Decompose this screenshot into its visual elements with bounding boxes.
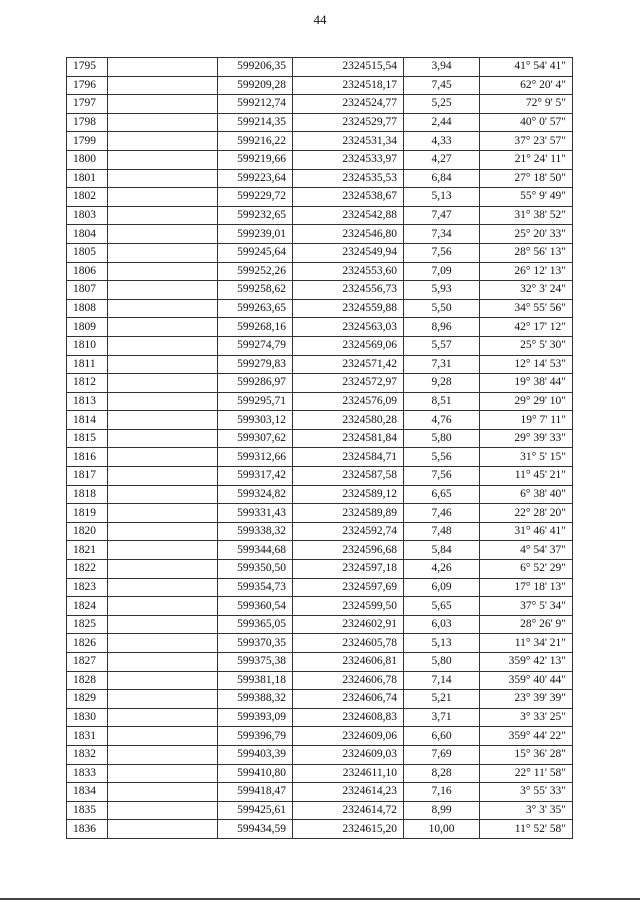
direction-angle: 41° 54' 41" (480, 58, 573, 77)
table-row (67, 188, 573, 207)
y-coordinate: 2324549,94 (293, 243, 404, 262)
direction-angle: 29° 39' 33" (480, 429, 573, 448)
blank-cell (108, 560, 218, 579)
x-coordinate: 599239,01 (218, 225, 293, 244)
direction-angle: 15° 36' 28" (480, 745, 573, 764)
point-number: 1813 (67, 392, 108, 411)
segment-length: 7,45 (404, 76, 480, 95)
table-row (67, 58, 573, 77)
y-coordinate: 2324602,91 (293, 615, 404, 634)
segment-length: 5,80 (404, 653, 480, 672)
x-coordinate: 599209,28 (218, 76, 293, 95)
table-row (67, 634, 573, 653)
direction-angle: 26° 12' 13" (480, 262, 573, 281)
point-number: 1816 (67, 448, 108, 467)
direction-angle: 37° 23' 57" (480, 132, 573, 151)
direction-angle: 6° 52' 29" (480, 560, 573, 579)
x-coordinate: 599403,39 (218, 745, 293, 764)
x-coordinate: 599360,54 (218, 597, 293, 616)
y-coordinate: 2324589,12 (293, 485, 404, 504)
y-coordinate: 2324535,53 (293, 169, 404, 188)
y-coordinate: 2324542,88 (293, 206, 404, 225)
table-row (67, 318, 573, 337)
blank-cell (108, 374, 218, 393)
blank-cell (108, 318, 218, 337)
direction-angle: 27° 18' 50" (480, 169, 573, 188)
direction-angle: 17° 18' 13" (480, 578, 573, 597)
direction-angle: 62° 20' 4" (480, 76, 573, 95)
x-coordinate: 599434,59 (218, 820, 293, 839)
y-coordinate: 2324609,06 (293, 727, 404, 746)
y-coordinate: 2324597,69 (293, 578, 404, 597)
table-row (67, 504, 573, 523)
y-coordinate: 2324597,18 (293, 560, 404, 579)
table-row (67, 560, 573, 579)
segment-length: 4,26 (404, 560, 480, 579)
y-coordinate: 2324606,74 (293, 690, 404, 709)
blank-cell (108, 485, 218, 504)
x-coordinate: 599274,79 (218, 336, 293, 355)
table-row (67, 467, 573, 486)
y-coordinate: 2324609,03 (293, 745, 404, 764)
segment-length: 7,31 (404, 355, 480, 374)
table-row (67, 727, 573, 746)
coordinates-table (66, 57, 573, 839)
x-coordinate: 599223,64 (218, 169, 293, 188)
segment-length: 9,28 (404, 374, 480, 393)
blank-cell (108, 764, 218, 783)
direction-angle: 11° 52' 58" (480, 820, 573, 839)
blank-cell (108, 745, 218, 764)
point-number: 1799 (67, 132, 108, 151)
y-coordinate: 2324533,97 (293, 150, 404, 169)
segment-length: 7,56 (404, 243, 480, 262)
blank-cell (108, 690, 218, 709)
blank-cell (108, 615, 218, 634)
y-coordinate: 2324605,78 (293, 634, 404, 653)
blank-cell (108, 541, 218, 560)
blank-cell (108, 95, 218, 114)
table-row (67, 95, 573, 114)
x-coordinate: 599365,05 (218, 615, 293, 634)
table-row (67, 243, 573, 262)
table-row (67, 299, 573, 318)
segment-length: 5,21 (404, 690, 480, 709)
segment-length: 5,84 (404, 541, 480, 560)
direction-angle: 11° 45' 21" (480, 467, 573, 486)
direction-angle: 37° 5' 34" (480, 597, 573, 616)
point-number: 1826 (67, 634, 108, 653)
segment-length: 5,93 (404, 281, 480, 300)
y-coordinate: 2324581,84 (293, 429, 404, 448)
segment-length: 8,96 (404, 318, 480, 337)
direction-angle: 23° 39' 39" (480, 690, 573, 709)
x-coordinate: 599354,73 (218, 578, 293, 597)
point-number: 1828 (67, 671, 108, 690)
segment-length: 7,47 (404, 206, 480, 225)
x-coordinate: 599232,65 (218, 206, 293, 225)
x-coordinate: 599214,35 (218, 113, 293, 132)
point-number: 1829 (67, 690, 108, 709)
segment-length: 7,09 (404, 262, 480, 281)
table-row (67, 541, 573, 560)
direction-angle: 3° 3' 35" (480, 801, 573, 820)
table-row (67, 448, 573, 467)
direction-angle: 3° 55' 33" (480, 783, 573, 802)
y-coordinate: 2324606,81 (293, 653, 404, 672)
y-coordinate: 2324531,34 (293, 132, 404, 151)
direction-angle: 359° 44' 22" (480, 727, 573, 746)
table-row (67, 745, 573, 764)
y-coordinate: 2324576,09 (293, 392, 404, 411)
table-row (67, 764, 573, 783)
segment-length: 4,76 (404, 411, 480, 430)
page-number: 44 (313, 12, 327, 27)
blank-cell (108, 708, 218, 727)
segment-length: 5,13 (404, 634, 480, 653)
x-coordinate: 599206,35 (218, 58, 293, 77)
y-coordinate: 2324580,28 (293, 411, 404, 430)
segment-length: 7,48 (404, 522, 480, 541)
x-coordinate: 599286,97 (218, 374, 293, 393)
y-coordinate: 2324606,78 (293, 671, 404, 690)
direction-angle: 11° 34' 21" (480, 634, 573, 653)
segment-length: 5,13 (404, 188, 480, 207)
point-number: 1804 (67, 225, 108, 244)
blank-cell (108, 671, 218, 690)
point-number: 1802 (67, 188, 108, 207)
x-coordinate: 599303,12 (218, 411, 293, 430)
blank-cell (108, 150, 218, 169)
table-row (67, 653, 573, 672)
x-coordinate: 599324,82 (218, 485, 293, 504)
blank-cell (108, 522, 218, 541)
point-number: 1801 (67, 169, 108, 188)
table-row (67, 783, 573, 802)
segment-length: 4,27 (404, 150, 480, 169)
segment-length: 6,03 (404, 615, 480, 634)
blank-cell (108, 225, 218, 244)
point-number: 1811 (67, 355, 108, 374)
point-number: 1827 (67, 653, 108, 672)
direction-angle: 21° 24' 11" (480, 150, 573, 169)
segment-length: 2,44 (404, 113, 480, 132)
segment-length: 10,00 (404, 820, 480, 839)
point-number: 1824 (67, 597, 108, 616)
direction-angle: 22° 28' 20" (480, 504, 573, 523)
y-coordinate: 2324569,06 (293, 336, 404, 355)
blank-cell (108, 299, 218, 318)
y-coordinate: 2324529,77 (293, 113, 404, 132)
blank-cell (108, 653, 218, 672)
blank-cell (108, 801, 218, 820)
table-row (67, 522, 573, 541)
direction-angle: 72° 9' 5" (480, 95, 573, 114)
y-coordinate: 2324611,10 (293, 764, 404, 783)
x-coordinate: 599344,68 (218, 541, 293, 560)
point-number: 1798 (67, 113, 108, 132)
blank-cell (108, 411, 218, 430)
table-row (67, 615, 573, 634)
direction-angle: 29° 29' 10" (480, 392, 573, 411)
blank-cell (108, 727, 218, 746)
point-number: 1835 (67, 801, 108, 820)
x-coordinate: 599252,26 (218, 262, 293, 281)
segment-length: 6,09 (404, 578, 480, 597)
point-number: 1821 (67, 541, 108, 560)
point-number: 1800 (67, 150, 108, 169)
direction-angle: 34° 55' 56" (480, 299, 573, 318)
direction-angle: 31° 46' 41" (480, 522, 573, 541)
point-number: 1812 (67, 374, 108, 393)
x-coordinate: 599317,42 (218, 467, 293, 486)
x-coordinate: 599295,71 (218, 392, 293, 411)
x-coordinate: 599307,62 (218, 429, 293, 448)
table-row (67, 355, 573, 374)
x-coordinate: 599381,18 (218, 671, 293, 690)
table-row (67, 374, 573, 393)
blank-cell (108, 113, 218, 132)
point-number: 1809 (67, 318, 108, 337)
point-number: 1825 (67, 615, 108, 634)
segment-length: 5,25 (404, 95, 480, 114)
point-number: 1795 (67, 58, 108, 77)
point-number: 1836 (67, 820, 108, 839)
x-coordinate: 599258,62 (218, 281, 293, 300)
y-coordinate: 2324518,17 (293, 76, 404, 95)
segment-length: 7,14 (404, 671, 480, 690)
point-number: 1805 (67, 243, 108, 262)
y-coordinate: 2324615,20 (293, 820, 404, 839)
segment-length: 5,50 (404, 299, 480, 318)
point-number: 1797 (67, 95, 108, 114)
table-row (67, 113, 573, 132)
direction-angle: 42° 17' 12" (480, 318, 573, 337)
bottom-rule (0, 898, 640, 900)
blank-cell (108, 58, 218, 77)
point-number: 1807 (67, 281, 108, 300)
y-coordinate: 2324592,74 (293, 522, 404, 541)
x-coordinate: 599312,66 (218, 448, 293, 467)
table-row (67, 671, 573, 690)
table-row (67, 132, 573, 151)
point-number: 1820 (67, 522, 108, 541)
direction-angle: 19° 38' 44" (480, 374, 573, 393)
x-coordinate: 599375,38 (218, 653, 293, 672)
direction-angle: 4° 54' 37" (480, 541, 573, 560)
point-number: 1803 (67, 206, 108, 225)
x-coordinate: 599245,64 (218, 243, 293, 262)
point-number: 1833 (67, 764, 108, 783)
segment-length: 5,65 (404, 597, 480, 616)
x-coordinate: 599410,80 (218, 764, 293, 783)
segment-length: 8,99 (404, 801, 480, 820)
y-coordinate: 2324553,60 (293, 262, 404, 281)
blank-cell (108, 169, 218, 188)
y-coordinate: 2324587,58 (293, 467, 404, 486)
direction-angle: 359° 40' 44" (480, 671, 573, 690)
point-number: 1830 (67, 708, 108, 727)
segment-length: 8,51 (404, 392, 480, 411)
table-row (67, 429, 573, 448)
point-number: 1832 (67, 745, 108, 764)
direction-angle: 3° 33' 25" (480, 708, 573, 727)
x-coordinate: 599219,66 (218, 150, 293, 169)
blank-cell (108, 448, 218, 467)
y-coordinate: 2324538,67 (293, 188, 404, 207)
x-coordinate: 599212,74 (218, 95, 293, 114)
point-number: 1808 (67, 299, 108, 318)
blank-cell (108, 392, 218, 411)
point-number: 1817 (67, 467, 108, 486)
blank-cell (108, 578, 218, 597)
segment-length: 6,84 (404, 169, 480, 188)
direction-angle: 32° 3' 24" (480, 281, 573, 300)
x-coordinate: 599263,65 (218, 299, 293, 318)
x-coordinate: 599396,79 (218, 727, 293, 746)
x-coordinate: 599229,72 (218, 188, 293, 207)
point-number: 1822 (67, 560, 108, 579)
x-coordinate: 599338,32 (218, 522, 293, 541)
table-row (67, 708, 573, 727)
direction-angle: 31° 38' 52" (480, 206, 573, 225)
segment-length: 7,56 (404, 467, 480, 486)
blank-cell (108, 243, 218, 262)
blank-cell (108, 336, 218, 355)
point-number: 1831 (67, 727, 108, 746)
y-coordinate: 2324589,89 (293, 504, 404, 523)
direction-angle: 359° 42' 13" (480, 653, 573, 672)
direction-angle: 19° 7' 11" (480, 411, 573, 430)
blank-cell (108, 132, 218, 151)
x-coordinate: 599216,22 (218, 132, 293, 151)
direction-angle: 25° 5' 30" (480, 336, 573, 355)
segment-length: 7,16 (404, 783, 480, 802)
point-number: 1834 (67, 783, 108, 802)
table-row (67, 76, 573, 95)
y-coordinate: 2324608,83 (293, 708, 404, 727)
x-coordinate: 599418,47 (218, 783, 293, 802)
x-coordinate: 599425,61 (218, 801, 293, 820)
table-row (67, 225, 573, 244)
table-row (67, 169, 573, 188)
x-coordinate: 599370,35 (218, 634, 293, 653)
point-number: 1810 (67, 336, 108, 355)
blank-cell (108, 281, 218, 300)
y-coordinate: 2324524,77 (293, 95, 404, 114)
table-row (67, 336, 573, 355)
blank-cell (108, 206, 218, 225)
table-row (67, 597, 573, 616)
y-coordinate: 2324614,23 (293, 783, 404, 802)
point-number: 1819 (67, 504, 108, 523)
y-coordinate: 2324515,54 (293, 58, 404, 77)
y-coordinate: 2324563,03 (293, 318, 404, 337)
table-row (67, 411, 573, 430)
x-coordinate: 599393,09 (218, 708, 293, 727)
blank-cell (108, 76, 218, 95)
direction-angle: 22° 11' 58" (480, 764, 573, 783)
x-coordinate: 599331,43 (218, 504, 293, 523)
segment-length: 6,60 (404, 727, 480, 746)
blank-cell (108, 634, 218, 653)
segment-length: 4,33 (404, 132, 480, 151)
y-coordinate: 2324614,72 (293, 801, 404, 820)
segment-length: 5,57 (404, 336, 480, 355)
direction-angle: 12° 14' 53" (480, 355, 573, 374)
y-coordinate: 2324584,71 (293, 448, 404, 467)
segment-length: 5,56 (404, 448, 480, 467)
direction-angle: 25° 20' 33" (480, 225, 573, 244)
point-number: 1806 (67, 262, 108, 281)
y-coordinate: 2324599,50 (293, 597, 404, 616)
blank-cell (108, 597, 218, 616)
blank-cell (108, 504, 218, 523)
table-row (67, 801, 573, 820)
table-row (67, 820, 573, 839)
segment-length: 8,28 (404, 764, 480, 783)
y-coordinate: 2324572,97 (293, 374, 404, 393)
direction-angle: 28° 26' 9" (480, 615, 573, 634)
direction-angle: 31° 5' 15" (480, 448, 573, 467)
segment-length: 6,65 (404, 485, 480, 504)
y-coordinate: 2324556,73 (293, 281, 404, 300)
table-row (67, 150, 573, 169)
direction-angle: 28° 56' 13" (480, 243, 573, 262)
y-coordinate: 2324559,88 (293, 299, 404, 318)
segment-length: 7,46 (404, 504, 480, 523)
x-coordinate: 599268,16 (218, 318, 293, 337)
segment-length: 7,34 (404, 225, 480, 244)
point-number: 1823 (67, 578, 108, 597)
direction-angle: 40° 0' 57" (480, 113, 573, 132)
direction-angle: 55° 9' 49" (480, 188, 573, 207)
blank-cell (108, 355, 218, 374)
blank-cell (108, 429, 218, 448)
segment-length: 5,80 (404, 429, 480, 448)
x-coordinate: 599388,32 (218, 690, 293, 709)
y-coordinate: 2324546,80 (293, 225, 404, 244)
table-row (67, 262, 573, 281)
coordinates-table-body (67, 58, 573, 839)
y-coordinate: 2324596,68 (293, 541, 404, 560)
table-row (67, 206, 573, 225)
x-coordinate: 599350,50 (218, 560, 293, 579)
x-coordinate: 599279,83 (218, 355, 293, 374)
point-number: 1815 (67, 429, 108, 448)
point-number: 1818 (67, 485, 108, 504)
y-coordinate: 2324571,42 (293, 355, 404, 374)
table-row (67, 392, 573, 411)
blank-cell (108, 262, 218, 281)
blank-cell (108, 188, 218, 207)
table-row (67, 485, 573, 504)
blank-cell (108, 820, 218, 839)
point-number: 1796 (67, 76, 108, 95)
table-row (67, 578, 573, 597)
direction-angle: 6° 38' 40" (480, 485, 573, 504)
segment-length: 7,69 (404, 745, 480, 764)
segment-length: 3,94 (404, 58, 480, 77)
segment-length: 3,71 (404, 708, 480, 727)
point-number: 1814 (67, 411, 108, 430)
blank-cell (108, 467, 218, 486)
table-row (67, 690, 573, 709)
blank-cell (108, 783, 218, 802)
table-row (67, 281, 573, 300)
